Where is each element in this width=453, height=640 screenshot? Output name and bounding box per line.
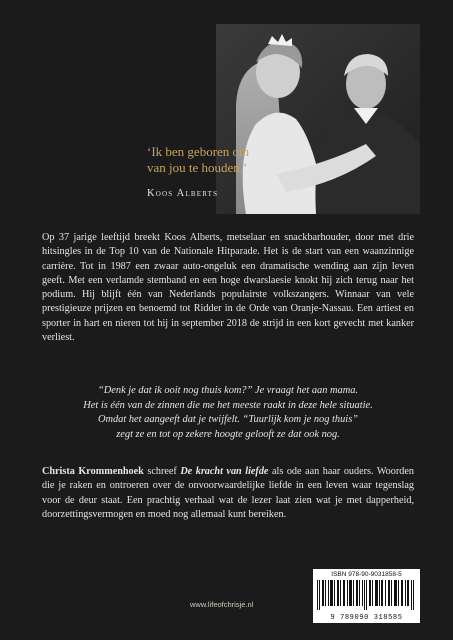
barcode-digits: 9 789090 318585 — [330, 614, 403, 622]
italic-quote — [42, 384, 414, 442]
italic-line: Omdat het aangeeft dat je twijfelt. “Tuurlijk kom je nog thuis” — [97, 414, 359, 426]
author-paragraph — [42, 465, 414, 522]
italic-line: Het is één van de zinnen die me het meeste raakt in deze hele situatie. — [83, 399, 373, 411]
barcode-bars — [317, 580, 416, 610]
quote-block — [147, 144, 317, 199]
quote-line-2: van jou te houden.’ — [147, 160, 248, 175]
book-title: De kracht van liefde — [180, 466, 269, 477]
isbn-barcode — [313, 569, 420, 623]
quote-author: Koos Alberts — [147, 188, 219, 199]
isbn-label: ISBN 978-90-9031858-5 — [331, 571, 402, 578]
italic-line: zegt ze en tot op zekere hoogte gelooft ze dat ook nog. — [116, 428, 340, 440]
italic-line: “Denk je dat ik ooit nog thuis kom?” Je vraagt het aan mama. — [97, 385, 359, 396]
text-after-title: als ode aan haar ouders. Woorden die je raken en ontroeren over de onvoorwaardelijke liefde in een leven waar tegenslag voor de deur staat. Een prachtig verhaal wat de lezer laat zien wat je met dapperheid, doorzettingsvermogen en moed nog allemaal kunt bereiken. — [42, 466, 414, 520]
author-name: Christa Krommenhoek — [42, 466, 144, 477]
quote-line-1: ‘Ik ben geboren om — [147, 144, 250, 159]
intro-paragraph: Op 37 jarige leeftijd breekt Koos Alberts, metselaar en snackbarhouder, door met drie hitsingles in de Top 10 van de Nationale Hitparade. Het is de start van een waanzinnige carrière. Tot in 1987 een zwaar auto-ongeluk een dramatische wending aan zijn leven geeft. Met een verlamde stemband en een hoge dwarslaesie knokt hij zich terug naar het podium. Hij blijft één van Nederlands populairste volkszangers. Winnaar van vele prestigieuze prijzen en benoemd tot Ridder in de Orde van Oranje-Nassau. Een artiest en sporter in hart en nieren tot hij in september 2018 de strijd in een kort gevecht met kanker verliest. — [42, 232, 414, 344]
text-before-title: schreef — [143, 466, 181, 477]
website-url: www.lifeofchrisje.nl — [190, 600, 254, 609]
